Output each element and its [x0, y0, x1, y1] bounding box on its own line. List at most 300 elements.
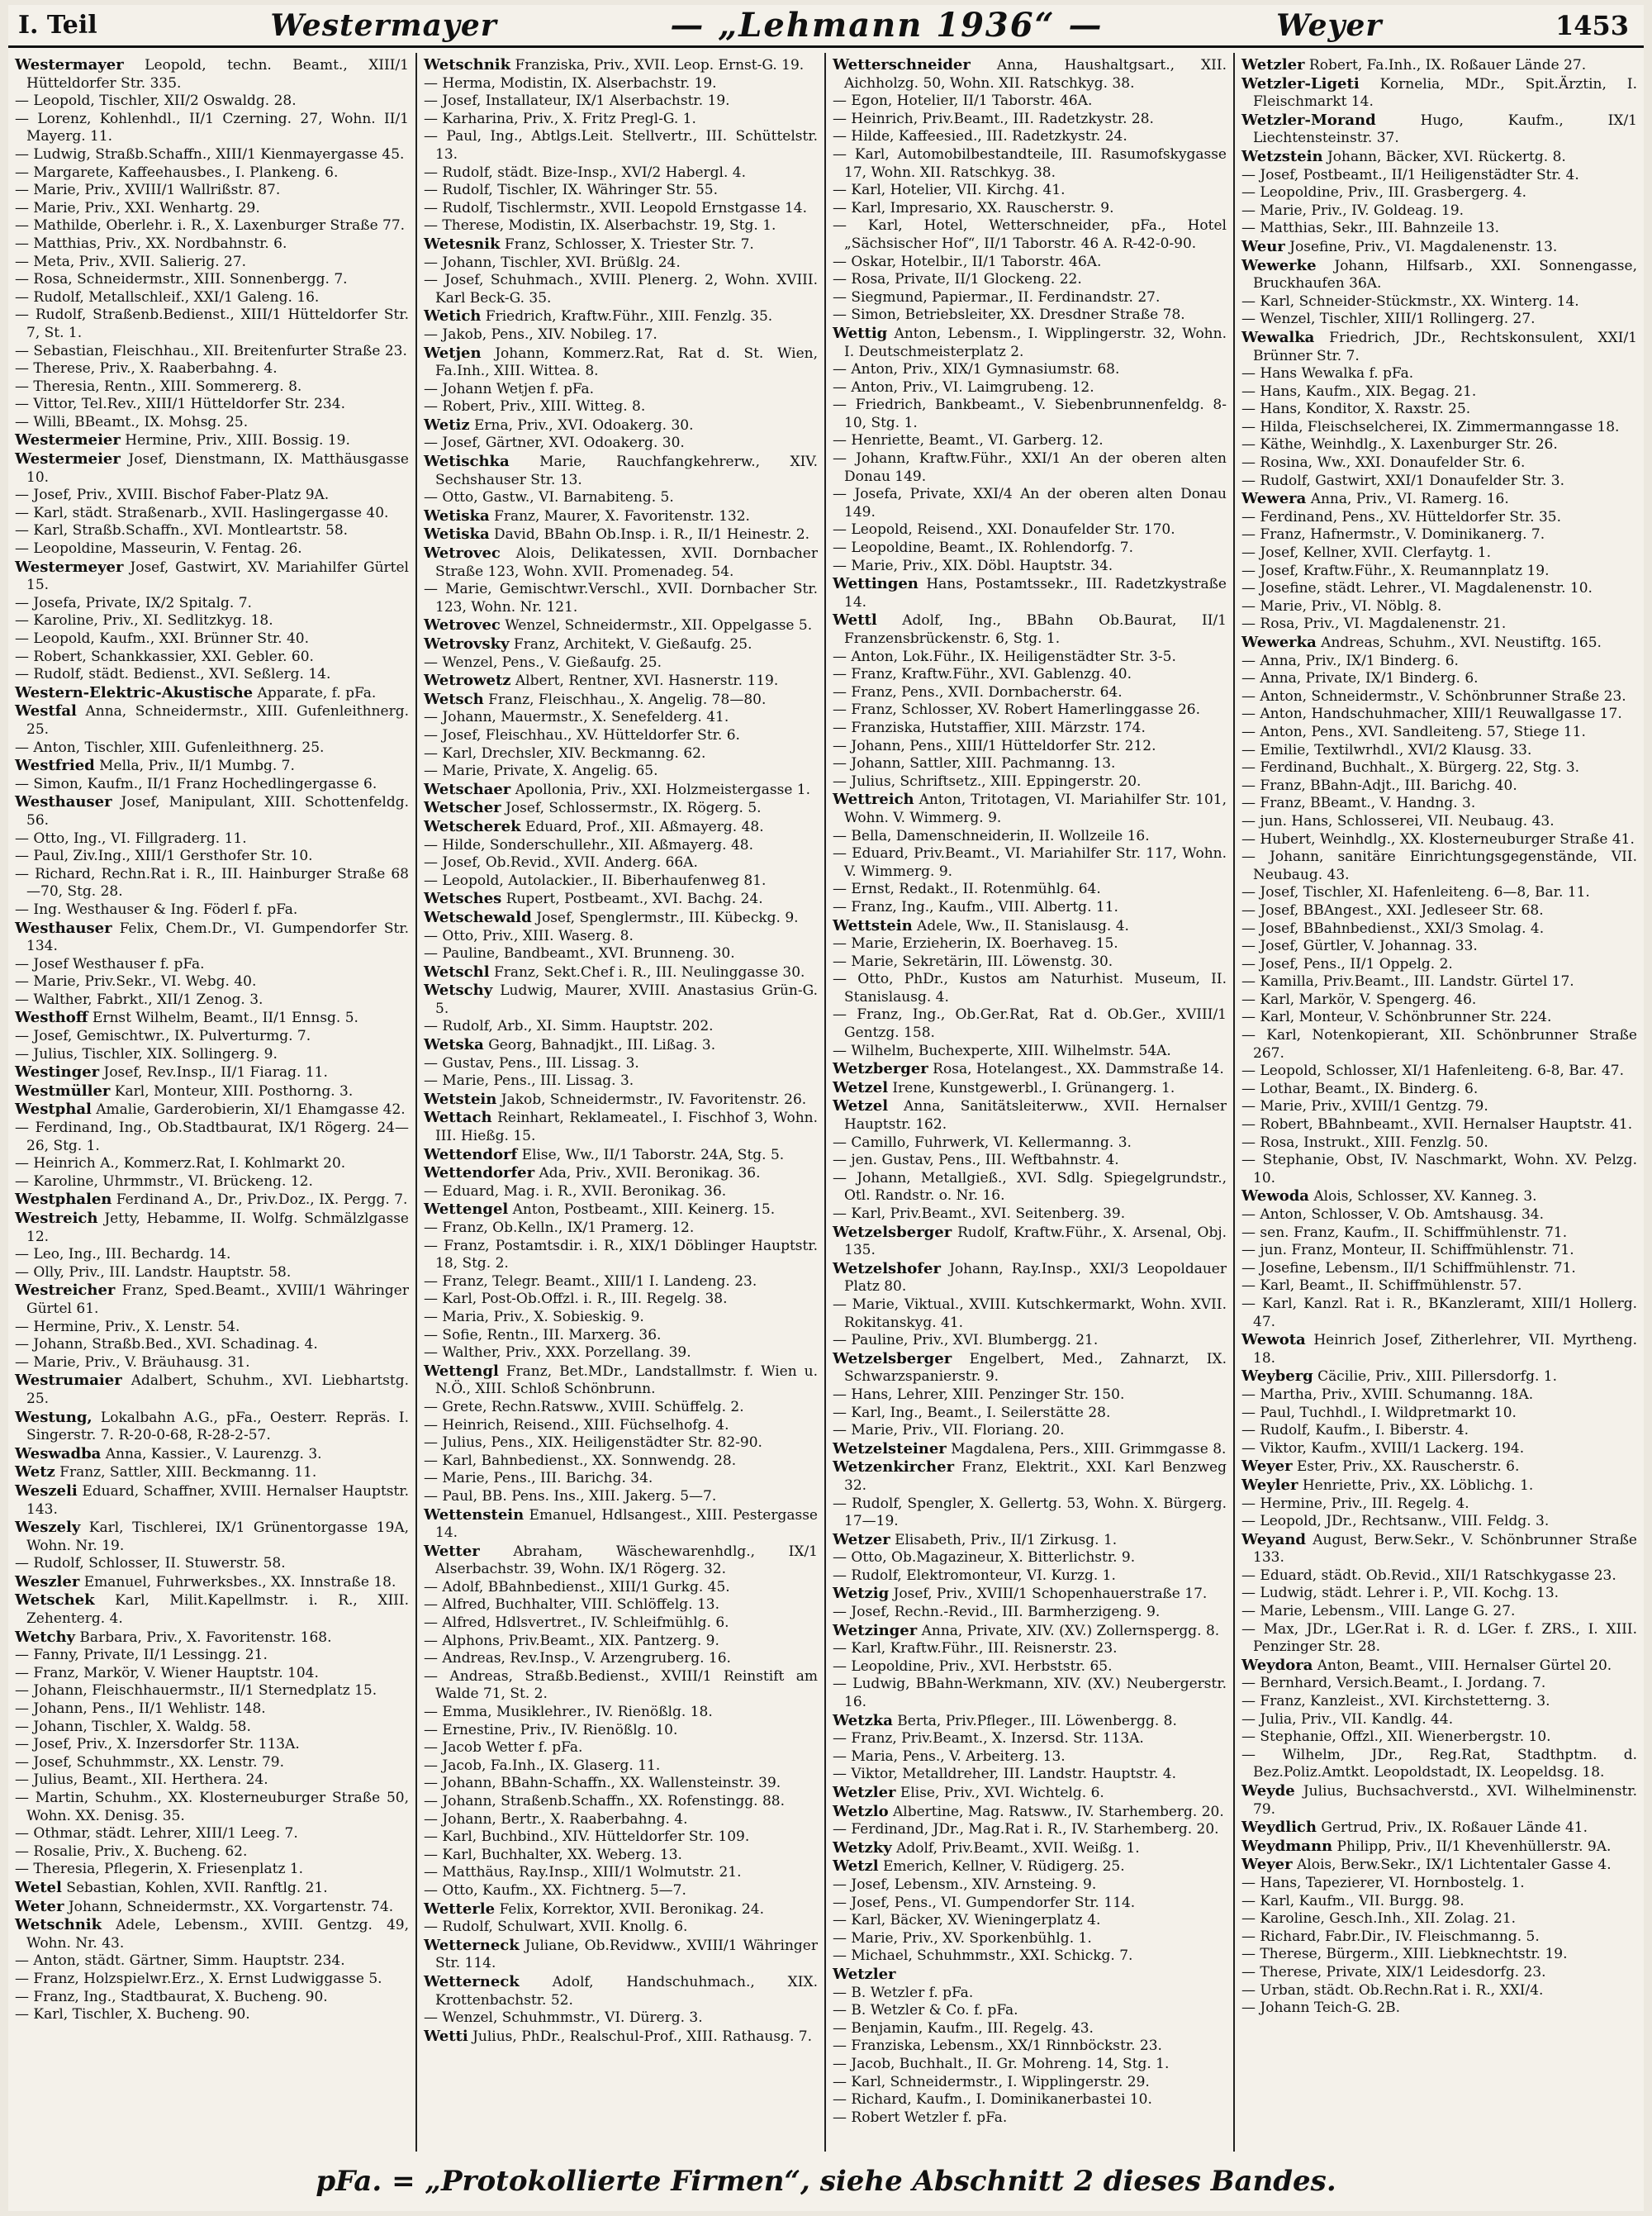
- directory-entry: — Josef, Pens., II/1 Oppelg. 2.: [1241, 955, 1453, 972]
- directory-entry: — Viktor, Kaufm., XVIII/1 Lackerg. 194.: [1241, 1439, 1525, 1457]
- directory-entry: — Paul, BB. Pens. Ins., XIII. Jakerg. 5—7.: [424, 1487, 717, 1505]
- directory-entry: Wettig Anton, Lebensm., I. Wipplingerstr. 32, Wohn. I. Deutschmeisterplatz 2.: [833, 324, 1227, 360]
- directory-entry: — Camillo, Fuhrwerk, VI. Kellermanng. 3.: [833, 1134, 1132, 1151]
- directory-entry: — Johann, Pens., II/1 Wehlistr. 148.: [15, 1700, 266, 1718]
- directory-entry: — Jakob, Pens., XIV. Nobileg. 17.: [424, 326, 657, 343]
- directory-entry: Wetiska David, BBahn Ob.Insp. i. R., II/1 Heinestr. 2.: [424, 525, 810, 544]
- directory-entry: Wetsches Rupert, Postbeamt., XVI. Bachg. 24.: [424, 890, 763, 908]
- directory-entry: — Karl, Ing., Beamt., I. Seilerstätte 28.: [833, 1404, 1111, 1421]
- directory-entry: — Robert Wetzler f. pFa.: [833, 2109, 1008, 2126]
- directory-entry: — Karl, Schneidermstr., I. Wipplingerstr. 29.: [833, 2073, 1150, 2090]
- directory-entry: — Hans Wewalka f. pFa.: [1241, 365, 1414, 383]
- directory-entry: — Franz, Markör, V. Wiener Hauptstr. 104.: [15, 1664, 319, 1681]
- directory-entry: — Wenzel, Schuhmmstr., VI. Dürerg. 3.: [424, 2009, 703, 2027]
- directory-entry: — Franziska, Hutstaffier, XIII. Märzstr. 174.: [833, 719, 1146, 736]
- directory-entry: Westmüller Karl, Monteur, XIII. Posthorng. 3.: [15, 1082, 354, 1100]
- directory-page: [8, 5, 1644, 2211]
- directory-entry: — Willi, BBeamt., IX. Mohsg. 25.: [15, 413, 249, 430]
- directory-entry: — Marie, Lebensm., VIII. Lange G. 27.: [1241, 1603, 1516, 1620]
- directory-entry: — Maria, Pens., V. Arbeiterg. 13.: [833, 1748, 1066, 1765]
- directory-entry: — Johann, sanitäre Einrichtungsgegenstände, VII. Neubaug. 43.: [1241, 849, 1637, 883]
- directory-entry: Westhauser Josef, Manipulant, XIII. Schottenfeldg. 56.: [15, 793, 409, 829]
- directory-entry: — Karl, Straßb.Schaffn., XVI. Montleartstr. 58.: [15, 522, 349, 540]
- directory-entry: — Jacob, Buchhalt., II. Gr. Mohreng. 14, Stg. 1.: [833, 2055, 1170, 2072]
- directory-entry: — Josefa, Private, IX/2 Spitalg. 7.: [15, 594, 252, 611]
- directory-entry: — Karl, städt. Straßenarb., XVII. Haslingergasse 40.: [15, 504, 389, 521]
- directory-entry: — Franz, Kanzleist., XVI. Kirchstetterng. 3.: [1241, 1693, 1550, 1710]
- directory-entry: — Adolf, BBahnbedienst., XIII/1 Gurkg. 45.: [424, 1578, 730, 1595]
- directory-entry: — Leopoldine, Priv., XVI. Herbststr. 65.: [833, 1657, 1113, 1675]
- directory-entry: Weydmann Philipp, Priv., II/1 Khevenhüllerstr. 9A.: [1241, 1837, 1612, 1855]
- directory-entry: — Karl, Kraftw.Führ., III. Reisnerstr. 23.: [833, 1640, 1118, 1657]
- directory-entry: — Paul, Ing., Abtlgs.Leit. Stellvertr., III. Schüttelstr. 13.: [424, 128, 818, 163]
- directory-entry: — Ludwig, Straßb.Schaffn., XIII/1 Kienmayergasse 45.: [15, 145, 405, 163]
- directory-entry: — Marie, Sekretärin, III. Löwenstg. 30.: [833, 953, 1113, 970]
- directory-entry: — Hermine, Priv., X. Lenstr. 54.: [15, 1318, 240, 1335]
- directory-entry: Wewalka Friedrich, JDr., Rechtskonsulent, XXI/1 Brünner Str. 7.: [1241, 328, 1637, 364]
- directory-entry: — jun. Franz, Monteur, II. Schiffmühlenstr. 71.: [1241, 1242, 1574, 1259]
- directory-entry: — Karl, Beamt., II. Schiffmühlenstr. 57.: [1241, 1277, 1522, 1295]
- directory-entry: — Franz, Kraftw.Führ., XVI. Gablenzg. 40.: [833, 666, 1132, 683]
- directory-entry: — Ferdinand, Pens., XV. Hütteldorfer Str. 35.: [1241, 508, 1561, 525]
- directory-entry: — Rudolf, städt. Bize-Insp., XVI/2 Habergl. 4.: [424, 164, 747, 181]
- directory-entry: Westermeyer Josef, Gastwirt, XV. Mariahilfer Gürtel 15.: [15, 558, 409, 594]
- directory-entry: — Ernestine, Priv., IV. Rienößlg. 10.: [424, 1721, 678, 1738]
- directory-entry: — Emma, Musiklehrer., IV. Rienößlg. 18.: [424, 1704, 713, 1721]
- directory-entry: Wetstein Jakob, Schneidermstr., IV. Favoritenstr. 26.: [424, 1090, 807, 1108]
- directory-entry: — Josef, Postbeamt., II/1 Heiligenstädter Str. 4.: [1241, 166, 1579, 183]
- directory-entry: — Urban, städt. Ob.Rechn.Rat i. R., XXI/4.: [1241, 1981, 1544, 1999]
- directory-entry: — Karl, Bäcker, XV. Wieningerplatz 4.: [833, 1912, 1101, 1929]
- directory-entry: — Marie, Priv., XIX. Döbl. Hauptstr. 34.: [833, 557, 1113, 574]
- directory-entry: Wetzka Berta, Priv.Pfleger., III. Löwenbergg. 8.: [833, 1711, 1177, 1729]
- directory-entry: Wetischka Marie, Rauchfangkehrerw., XIV. Sechshauser Str. 13.: [424, 453, 818, 488]
- directory-entry: — Josef, Gemischtwr., IX. Pulverturmg. 7.: [15, 1028, 311, 1045]
- directory-entry: Wetjen Johann, Kommerz.Rat, Rat d. St. Wien, Fa.Inh., XIII. Wittea. 8.: [424, 344, 818, 380]
- directory-entry: Wetzel Anna, Sanitätsleiterww., XVII. Hernalser Hauptstr. 162.: [833, 1097, 1227, 1134]
- directory-entry: — Ferdinand, Buchhalt., X. Bürgerg. 22, Stg. 3.: [1241, 759, 1580, 777]
- directory-entry: Wetzler-Morand Hugo, Kaufm., IX/1 Liechtensteinstr. 37.: [1241, 111, 1637, 147]
- directory-entry: Wetrovsky Franz, Architekt, V. Gießaufg. 25.: [424, 635, 752, 653]
- directory-entry: — Gustav, Pens., III. Lissag. 3.: [424, 1054, 639, 1072]
- directory-entry: — Johann, BBahn-Schaffn., XX. Wallensteinstr. 39.: [424, 1775, 781, 1792]
- directory-entry: — Rudolf, Gastwirt, XXI/1 Donaufelder Str. 3.: [1241, 472, 1565, 489]
- directory-entry: — Marie, Pens., III. Barichg. 34.: [424, 1470, 653, 1487]
- directory-entry: Wettreich Anton, Tritotagen, VI. Mariahilfer Str. 101, Wohn. V. Wimmerg. 9.: [833, 791, 1227, 826]
- directory-entry: — Karl, Drechsler, XIV. Beckmanng. 62.: [424, 744, 706, 762]
- directory-entry: — Grete, Rechn.Ratsww., XVIII. Schüffelg. 2.: [424, 1398, 744, 1415]
- directory-entry: Wetchy Barbara, Priv., X. Favoritenstr. 168.: [15, 1628, 332, 1646]
- directory-entry: — Rosa, Priv., VI. Magdalenenstr. 21.: [1241, 616, 1507, 633]
- directory-entry: Westinger Josef, Rev.Insp., II/1 Fiarag. 11.: [15, 1063, 328, 1082]
- directory-entry: Wetzelshofer Johann, Ray.Insp., XXI/3 Leopoldauer Platz 80.: [833, 1259, 1227, 1296]
- directory-entry: — Josef, BBAngest., XXI. Jedleseer Str. 68.: [1241, 901, 1544, 919]
- directory-entry: — Rosa, Instrukt., XIII. Fenzlg. 50.: [1241, 1134, 1488, 1151]
- directory-entry: — Marie, Priv., XXI. Wenhartg. 29.: [15, 199, 260, 216]
- directory-entry: Weydlich Gertrud, Priv., IX. Roßauer Lände 41.: [1241, 1819, 1588, 1837]
- directory-entry: Wetschnik Adele, Lebensm., XVIII. Gentzg. 49, Wohn. Nr. 43.: [15, 1916, 409, 1952]
- directory-entry: — Marie, Priv., XV. Sporkenbühlg. 1.: [833, 1929, 1092, 1947]
- directory-entry: — Johann, Pens., XIII/1 Hütteldorfer Str. 212.: [833, 737, 1156, 754]
- directory-entry: — Johann Teich-G. 2B.: [1241, 2000, 1401, 2017]
- directory-entry: — Fanny, Private, II/1 Lessingg. 21.: [15, 1647, 268, 1664]
- column-3: [826, 53, 1235, 2152]
- directory-entry: — Martin, Schuhm., XX. Klosterneuburger Straße 50, Wohn. XX. Denisg. 35.: [15, 1790, 409, 1824]
- directory-entry: Weyand August, Berw.Sekr., V. Schönbrunner Straße 133.: [1241, 1530, 1637, 1567]
- directory-entry: — Josefa, Private, XXI/4 An der oberen alten Donau 149.: [833, 486, 1227, 521]
- directory-entry: — Leopold, Tischler, XII/2 Oswaldg. 28.: [15, 93, 297, 110]
- directory-entry: Westrumaier Adalbert, Schuhm., XVI. Liebhartstg. 25.: [15, 1372, 409, 1407]
- page-header: [8, 5, 1644, 48]
- directory-entry: — Hans, Konditor, X. Raxstr. 25.: [1241, 401, 1471, 418]
- directory-entry: — Therese, Private, XIX/1 Leidesdorfg. 23.: [1241, 1963, 1546, 1981]
- directory-entry: — Otto, Kaufm., XX. Fichtnerg. 5—7.: [424, 1881, 686, 1899]
- directory-entry: Wetesnik Franz, Schlosser, X. Triester Str. 7.: [424, 235, 754, 253]
- directory-entry: — Siegmund, Papiermar., II. Ferdinandstr. 27.: [833, 288, 1161, 306]
- directory-entry: — Emilie, Textilwrhdl., XVI/2 Klausg. 33.: [1241, 741, 1532, 758]
- directory-entry: Wetterschneider Anna, Haushaltgsart., XII. Aichholzg. 50, Wohn. XII. Ratschkyg. 38.: [833, 56, 1227, 92]
- directory-entry: — Theresia, Rentn., XIII. Sommererg. 8.: [15, 378, 302, 395]
- directory-entry: — Julius, Beamt., XII. Herthera. 24.: [15, 1771, 268, 1789]
- directory-entry: — Robert, Schankkassier, XXI. Gebler. 60.: [15, 648, 314, 665]
- directory-entry: — Rosalie, Priv., X. Bucheng. 62.: [15, 1843, 248, 1860]
- directory-entry: — Marie, Priv., V. Bräuhausg. 31.: [15, 1353, 250, 1371]
- directory-entry: — Franz, Schlosser, XV. Robert Hamerlinggasse 26.: [833, 701, 1201, 719]
- directory-entry: — Otto, Ing., VI. Fillgraderg. 11.: [15, 830, 247, 847]
- directory-entry: — Julia, Priv., VII. Kandlg. 44.: [1241, 1710, 1454, 1728]
- directory-entry: — Oskar, Hotelbir., II/1 Taborstr. 46A.: [833, 253, 1102, 270]
- directory-entry: — Stephanie, Offzl., XII. Wienerbergstr. 10.: [1241, 1729, 1551, 1746]
- header-right-title: Weyer: [1276, 7, 1383, 43]
- directory-entry: — Heinrich A., Kommerz.Rat, I. Kohlmarkt 20.: [15, 1155, 346, 1172]
- directory-entry: — Marie, Priv., XVIII/1 Wallrißstr. 87.: [15, 182, 281, 199]
- directory-entry: — Ludwig, städt. Lehrer i. P., VII. Kochg. 13.: [1241, 1585, 1559, 1602]
- directory-entry: — Anton, Lok.Führ., IX. Heiligenstädter Str. 3-5.: [833, 648, 1176, 665]
- directory-entry: Weter Johann, Schneidermstr., XX. Vorgartenstr. 74.: [15, 1897, 394, 1915]
- directory-entry: — Viktor, Metalldreher, III. Landstr. Hauptstr. 4.: [833, 1766, 1177, 1783]
- directory-entry: — Alphons, Priv.Beamt., XIX. Pantzerg. 9.: [424, 1632, 719, 1649]
- directory-entry: Wetterneck Adolf, Handschuhmach., XIX. Krottenbachstr. 52.: [424, 1972, 818, 2009]
- directory-entry: Wettstein Adele, Ww., II. Stanislausg. 4.: [833, 916, 1129, 934]
- directory-entry: — Ludwig, BBahn-Werkmann, XIV. (XV.) Neubergerstr. 16.: [833, 1676, 1227, 1711]
- directory-entry: — Otto, PhDr., Kustos am Naturhist. Museum, II. Stanislausg. 4.: [833, 971, 1227, 1006]
- directory-entry: Wetel Sebastian, Kohlen, XVII. Ranftlg. 21.: [15, 1878, 328, 1896]
- directory-entry: Weswadba Anna, Kassier., V. Laurenzg. 3.: [15, 1444, 322, 1462]
- directory-entry: Wettl Adolf, Ing., BBahn Ob.Baurat, II/1 Franzensbrückenstr. 6, Stg. 1.: [833, 611, 1227, 647]
- directory-entry: — Heinrich, Reisend., XIII. Füchselhofg. 4.: [424, 1416, 729, 1434]
- directory-entry: — Josef, Schuhmmstr., XX. Lenstr. 79.: [15, 1753, 284, 1771]
- directory-entry: — jun. Hans, Schlosserei, VII. Neubaug. 43.: [1241, 812, 1555, 830]
- directory-entry: — Eduard, Mag. i. R., XVII. Beronikag. 36.: [424, 1182, 727, 1200]
- directory-entry: — Rudolf, Spengler, X. Gellertg. 53, Wohn. X. Bürgerg. 17—19.: [833, 1495, 1227, 1530]
- directory-entry: — Anton, Handschuhmacher, XIII/1 Reuwallgasse 17.: [1241, 706, 1622, 723]
- directory-entry: — Marie, Priv., XVIII/1 Gentzg. 79.: [1241, 1098, 1488, 1115]
- directory-entry: — Otto, Gastw., VI. Barnabiteng. 5.: [424, 489, 674, 506]
- directory-entry: — Käthe, Weinhdlg., X. Laxenburger Str. 26.: [1241, 436, 1558, 454]
- directory-entry: — Johann, Sattler, XIII. Pachmanng. 13.: [833, 755, 1116, 773]
- directory-entry: — Therese, Priv., X. Raaberbahng. 4.: [15, 360, 278, 378]
- directory-entry: — Anton, Tischler, XIII. Gufenleithnerg. 25.: [15, 739, 325, 756]
- directory-entry: — Heinrich, Priv.Beamt., III. Radetzkystr. 28.: [833, 110, 1154, 127]
- directory-entry: — Andreas, Rev.Insp., V. Arzengruberg. 16.: [424, 1650, 731, 1667]
- directory-entry: — Anton, Priv., VI. Laimgrubeng. 12.: [833, 378, 1094, 396]
- directory-entry: Wetrovec Wenzel, Schneidermstr., XII. Oppelgasse 5.: [424, 616, 813, 635]
- directory-entry: Wetrowetz Albert, Rentner, XVI. Hasnerstr. 119.: [424, 672, 779, 690]
- directory-entry: — Karl, Buchbind., XIV. Hütteldorfer Str. 109.: [424, 1828, 750, 1846]
- directory-entry: — Simon, Kaufm., II/1 Franz Hochedlingergasse 6.: [15, 775, 377, 792]
- directory-entry: — Jacob, Fa.Inh., IX. Glaserg. 11.: [424, 1757, 661, 1774]
- directory-entry: — Marie, Erzieherin, IX. Boerhaveg. 15.: [833, 935, 1118, 953]
- directory-entry: — Hans, Lehrer, XIII. Penzinger Str. 150.: [833, 1386, 1125, 1403]
- directory-entry: — Karl, Hotelier, VII. Kirchg. 41.: [833, 182, 1066, 199]
- directory-entry: — Jacob Wetter f. pFa.: [424, 1739, 583, 1757]
- directory-entry: — Karl, Markör, V. Spengerg. 46.: [1241, 991, 1477, 1008]
- directory-entry: Wetschy Ludwig, Maurer, XVIII. Anastasius Grün-G. 5.: [424, 982, 818, 1017]
- directory-entry: — Marie, Pens., III. Lissag. 3.: [424, 1072, 634, 1090]
- directory-entry: Wetzl Emerich, Kellner, V. Rüdigerg. 25.: [833, 1857, 1125, 1876]
- directory-entry: Wewoda Alois, Schlosser, XV. Kanneg. 3.: [1241, 1187, 1537, 1205]
- directory-entry: — Rosa, Schneidermstr., XIII. Sonnenbergg. 7.: [15, 271, 348, 288]
- directory-entry: — Otto, Ob.Magazineur, X. Bitterlichstr. 9.: [833, 1549, 1136, 1567]
- directory-entry: — Pauline, Priv., XVI. Blumbergg. 21.: [833, 1332, 1099, 1349]
- directory-entry: — Leopoldine, Priv., III. Grasbergerg. 4.: [1241, 184, 1527, 202]
- directory-entry: — Josef, Schuhmach., XVIII. Plenerg. 2, Wohn. XVIII. Karl Beck-G. 35.: [424, 272, 818, 307]
- directory-entry: — Karl, Tischler, X. Bucheng. 90.: [15, 2006, 250, 2023]
- directory-entry: — Marie, Private, X. Angelig. 65.: [424, 763, 658, 780]
- directory-entry: Wetzler Elise, Priv., XVI. Wichtelg. 6.: [833, 1784, 1104, 1801]
- directory-entry: — Josef, Ob.Revid., XVII. Anderg. 66A.: [424, 854, 698, 872]
- directory-entry: — Matthias, Sekr., III. Bahnzeile 13.: [1241, 220, 1500, 237]
- directory-entry: — Johann Wetjen f. pFa.: [424, 380, 595, 397]
- directory-entry: — Franz, BBeamt., V. Handng. 3.: [1241, 795, 1476, 812]
- directory-entry: — Stephanie, Obst, IV. Naschmarkt, Wohn. XV. Pelzg. 10.: [1241, 1152, 1637, 1186]
- directory-entry: Weyberg Cäcilie, Priv., XIII. Pillersdorfg. 1.: [1241, 1367, 1557, 1386]
- directory-entry: Wetzler-Ligeti Kornelia, MDr., Spit.Ärztin, I. Fleischmarkt 14.: [1241, 74, 1637, 111]
- directory-entry: — Hilde, Kaffeesied., III. Radetzkystr. 24.: [833, 128, 1127, 145]
- directory-entry: — Maria, Priv., X. Sobieskig. 9.: [424, 1308, 644, 1325]
- directory-entry: — Karl, Buchhalter, XX. Weberg. 13.: [424, 1846, 682, 1863]
- directory-entry: — Josef, Lebensm., XIV. Arnsteing. 9.: [833, 1876, 1097, 1893]
- directory-entry: — Josef, Priv., X. Inzersdorfer Str. 113A.: [15, 1736, 300, 1753]
- directory-entry: — B. Wetzler & Co. f. pFa.: [833, 2002, 1018, 2019]
- directory-entry: — Bella, Damenschneiderin, II. Wollzeile 16.: [833, 827, 1150, 844]
- directory-entry: — Meta, Priv., XVII. Salierig. 27.: [15, 253, 247, 270]
- page-number: 1453: [1555, 9, 1629, 41]
- directory-entry: — Franz, Holzspielwr.Erz., X. Ernst Ludwiggasse 5.: [15, 1970, 382, 1987]
- directory-entry: — Josef, Installateur, IX/1 Alserbachstr. 19.: [424, 93, 730, 110]
- directory-entry: Westhauser Felix, Chem.Dr., VI. Gumpendorfer Str. 134.: [15, 919, 409, 955]
- directory-entry: — Rudolf, Metallschleif., XXI/1 Galeng. 16.: [15, 288, 320, 306]
- directory-entry: — Julius, Tischler, XIX. Sollingerg. 9.: [15, 1045, 278, 1063]
- directory-entry: — Franz, Postamtsdir. i. R., XIX/1 Döblinger Hauptstr. 18, Stg. 2.: [424, 1237, 818, 1272]
- directory-entry: — Max, JDr., LGer.Rat i. R. d. LGer. f. ZRS., I. XIII. Penzinger Str. 28.: [1241, 1620, 1637, 1656]
- directory-entry: — Henriette, Beamt., VI. Garberg. 12.: [833, 432, 1104, 449]
- column-4: [1235, 53, 1644, 2152]
- directory-entry: Wetterneck Juliane, Ob.Revidww., XVIII/1 Währinger Str. 114.: [424, 1936, 818, 1972]
- directory-entry: Wetscherek Eduard, Prof., XII. Aßmayerg. 48.: [424, 817, 764, 835]
- page-footer: pFa. = „Protokollierte Firmen“, siehe Abschnitt 2 dieses Bandes.: [316, 2165, 1336, 2198]
- directory-entry: — Mathilde, Oberlehr. i. R., X. Laxenburger Straße 77.: [15, 217, 406, 235]
- directory-entry: — Franz, Ob.Kelln., IX/1 Pramerg. 12.: [424, 1220, 695, 1236]
- directory-entry: — Johann, Metallgieß., XVI. Sdlg. Spiegelgrundstr., Otl. Randstr. o. Nr. 16.: [833, 1169, 1227, 1205]
- directory-entry: — Karl, Impresario, XX. Rauscherstr. 9.: [833, 199, 1114, 216]
- directory-entry: — Rudolf, Kaufm., I. Biberstr. 4.: [1241, 1422, 1469, 1439]
- directory-entry: — Theresia, Pflegerin, X. Friesenplatz 1.: [15, 1861, 304, 1878]
- directory-entry: Wetzer Elisabeth, Priv., II/1 Zirkusg. 1.: [833, 1530, 1118, 1548]
- directory-entry: Westphal Amalie, Garderobierin, XI/1 Ehamgasse 42.: [15, 1101, 406, 1119]
- directory-entry: Wetska Georg, Bahnadjkt., III. Lißag. 3.: [424, 1036, 716, 1054]
- directory-columns: [8, 53, 1644, 2152]
- directory-entry: — Franz, Ing., Ob.Ger.Rat, Rat d. Ob.Ger., XVIII/1 Gentzg. 158.: [833, 1006, 1227, 1042]
- directory-entry: — Leopoldine, Masseurin, V. Fentag. 26.: [15, 540, 302, 558]
- directory-entry: Wettengel Anton, Postbeamt., XIII. Keinerg. 15.: [424, 1201, 776, 1219]
- directory-entry: — Julius, Pens., XIX. Heiligenstädter Str. 82-90.: [424, 1434, 762, 1452]
- directory-entry: Wewota Heinrich Josef, Zitherlehrer, VII. Myrtheng. 18.: [1241, 1331, 1637, 1367]
- directory-entry: — Herma, Modistin, IX. Alserbachstr. 19.: [424, 74, 717, 92]
- directory-entry: Wetschnik Franziska, Priv., XVII. Leop. Ernst-G. 19.: [424, 56, 805, 74]
- directory-entry: — Franz, Hafnermstr., V. Dominikanerg. 7.: [1241, 526, 1545, 544]
- directory-entry: Wetzel Irene, Kunstgewerbl., I. Grünangerg. 1.: [833, 1078, 1175, 1096]
- directory-entry: Wetzler Robert, Fa.Inh., IX. Roßauer Lände 27.: [1241, 56, 1587, 74]
- directory-entry: Wetzky Adolf, Priv.Beamt., XVII. Weißg. 1.: [833, 1838, 1140, 1857]
- directory-entry: — Josef, Pens., VI. Gumpendorfer Str. 114.: [833, 1894, 1136, 1911]
- directory-entry: Wetschaer Apollonia, Priv., XXI. Holzmeistergasse 1.: [424, 780, 811, 798]
- directory-entry: — Karoline, Gesch.Inh., XII. Zolag. 21.: [1241, 1910, 1517, 1928]
- directory-entry: — Leo, Ing., III. Bechardg. 14.: [15, 1246, 231, 1263]
- directory-entry: — Karl, Post-Ob.Offzl. i. R., III. Regelg. 38.: [424, 1291, 728, 1308]
- directory-entry: — Wilhelm, Buchexperte, XIII. Wilhelmstr. 54A.: [833, 1042, 1171, 1059]
- directory-entry: Wetzelsberger Rudolf, Kraftw.Führ., X. Arsenal, Obj. 135.: [833, 1223, 1227, 1259]
- directory-entry: — Othmar, städt. Lehrer, XIII/1 Leeg. 7.: [15, 1825, 298, 1843]
- directory-entry: — Hilda, Fleischselcherei, IX. Zimmermanngasse 18.: [1241, 418, 1620, 435]
- directory-entry: Wetscher Josef, Schlossermstr., IX. Rögerg. 5.: [424, 799, 762, 817]
- directory-entry: — Margarete, Kaffeehausbes., I. Plankeng. 6.: [15, 164, 339, 181]
- directory-entry: — Karoline, Priv., XI. Sedlitzkyg. 18.: [15, 612, 273, 630]
- directory-entry: — Leopold, Kaufm., XXI. Brünner Str. 40.: [15, 630, 310, 647]
- directory-entry: Wetich Friedrich, Kraftw.Führ., XIII. Fenzlg. 35.: [424, 307, 773, 326]
- directory-entry: Wettengl Franz, Bet.MDr., Landstallmstr. f. Wien u. N.Ö., XIII. Schloß Schönbrunn.: [424, 1362, 818, 1398]
- directory-entry: Wetiz Erna, Priv., XVI. Odoakerg. 30.: [424, 416, 694, 434]
- directory-entry: — Rudolf, Tischler, IX. Währinger Str. 55.: [424, 182, 719, 199]
- directory-entry: Wetschewald Josef, Spenglermstr., III. Kübeckg. 9.: [424, 908, 799, 926]
- directory-entry: — Anton, Priv., XIX/1 Gymnasiumstr. 68.: [833, 361, 1120, 378]
- directory-entry: — Leopold, Reisend., XXI. Donaufelder Str. 170.: [833, 521, 1175, 539]
- directory-entry: Wetterle Felix, Korrektor, XVII. Beronikag. 24.: [424, 1900, 764, 1918]
- directory-entry: Weszler Emanuel, Fuhrwerksbes., XX. Innstraße 18.: [15, 1572, 396, 1591]
- directory-entry: Wetschek Karl, Milit.Kapellmstr. i. R., XIII. Zehenterg. 4.: [15, 1591, 409, 1628]
- column-2: [417, 53, 826, 2152]
- directory-entry: Wewerke Johann, Hilfsarb., XXI. Sonnengasse, Bruckhaufen 36A.: [1241, 256, 1637, 292]
- directory-entry: Weydora Anton, Beamt., VIII. Hernalser Gürtel 20.: [1241, 1656, 1612, 1674]
- directory-entry: — Eduard, städt. Ob.Revid., XII/1 Ratschkygasse 23.: [1241, 1567, 1616, 1584]
- directory-entry: — Franz, Priv.Beamt., X. Inzersd. Str. 113A.: [833, 1730, 1144, 1748]
- directory-entry: — Marie, Gemischtwr.Verschl., XVII. Dornbacher Str. 123, Wohn. Nr. 121.: [424, 581, 818, 616]
- directory-entry: — Josef, Kellner, XVII. Clerfaytg. 1.: [1241, 544, 1492, 562]
- directory-entry: Western-Elektric-Akustische Apparate, f. pFa.: [15, 683, 377, 701]
- directory-entry: — Anna, Priv., IX/1 Binderg. 6.: [1241, 652, 1459, 669]
- directory-entry: Westhoff Ernst Wilhelm, Beamt., II/1 Ennsg. 5.: [15, 1009, 358, 1027]
- directory-entry: Wetzig Josef, Priv., XVIII/1 Schopenhauerstraße 17.: [833, 1585, 1208, 1603]
- directory-entry: — Josefine, Lebensm., II/1 Schiffmühlenstr. 71.: [1241, 1259, 1576, 1277]
- directory-entry: Wetzler: [833, 1965, 896, 1983]
- directory-entry: — Hilde, Sonderschullehr., XII. Aßmayerg. 48.: [424, 836, 753, 854]
- directory-entry: — Johann, Straßenb.Schaffn., XX. Rofenstingg. 88.: [424, 1793, 786, 1809]
- directory-entry: — Kamilla, Priv.Beamt., III. Landstr. Gürtel 17.: [1241, 973, 1574, 991]
- directory-entry: Wetzinger Anna, Private, XIV. (XV.) Zollernspergg. 8.: [833, 1621, 1220, 1639]
- directory-entry: Weur Josefine, Priv., VI. Magdalenenstr. 13.: [1241, 237, 1558, 255]
- directory-entry: — Alfred, Hdlsvertret., IV. Schleifmühlg. 6.: [424, 1614, 729, 1632]
- directory-entry: — Josefine, städt. Lehrer., VI. Magdalenenstr. 10.: [1241, 580, 1593, 597]
- directory-entry: — Josef, Rechn.-Revid., III. Barmherzigeng. 9.: [833, 1604, 1161, 1621]
- directory-entry: — Johann, Mauermstr., X. Senefelderg. 41.: [424, 709, 729, 726]
- directory-entry: — Ferdinand, Ing., Ob.Stadtbaurat, IX/1 Rögerg. 24—26, Stg. 1.: [15, 1120, 409, 1154]
- directory-entry: — Bernhard, Versich.Beamt., I. Jordang. 7.: [1241, 1675, 1546, 1692]
- directory-entry: — Anton, Schlosser, V. Ob. Amtshausg. 34.: [1241, 1206, 1544, 1223]
- directory-entry: — Franz, Pens., XVII. Dornbacherstr. 64.: [833, 683, 1123, 701]
- directory-entry: — sen. Franz, Kaufm., II. Schiffmühlenstr. 71.: [1241, 1224, 1568, 1241]
- header-center-title: — „Lehmann 1936“ —: [670, 6, 1104, 45]
- directory-entry: — Pauline, Bandbeamt., XVI. Brunneng. 30.: [424, 945, 735, 963]
- directory-entry: Westung, Lokalbahn A.G., pFa., Oesterr. Repräs. I. Singerstr. 7. R-20-0-68, R-28-2-57.: [15, 1408, 409, 1444]
- directory-entry: — Robert, BBahnbeamt., XVII. Hernalser Hauptstr. 41.: [1241, 1116, 1633, 1134]
- directory-entry: — Josef, Priv., XVIII. Bischof Faber-Platz 9A.: [15, 487, 330, 504]
- directory-entry: Wewera Anna, Priv., VI. Ramerg. 16.: [1241, 490, 1509, 508]
- directory-entry: — Anton, städt. Gärtner, Simm. Hauptstr. 234.: [15, 1952, 345, 1970]
- directory-entry: — Johann, Bertr., X. Raaberbahng. 4.: [424, 1810, 688, 1828]
- directory-entry: — Marie, Priv., IV. Goldeag. 19.: [1241, 202, 1464, 219]
- header-part-label: I. Teil: [18, 11, 97, 40]
- directory-entry: — Johann, Tischler, X. Waldg. 58.: [15, 1718, 251, 1735]
- directory-entry: — Therese, Bürgerm., XIII. Liebknechtstr. 19.: [1241, 1946, 1568, 1963]
- directory-entry: — Therese, Modistin, IX. Alserbachstr. 19, Stg. 1.: [424, 217, 776, 235]
- directory-entry: — Rosa, Private, II/1 Glockeng. 22.: [833, 271, 1082, 288]
- column-1: [8, 53, 417, 2152]
- directory-entry: Wetti Julius, PhDr., Realschul-Prof., XIII. Rathausg. 7.: [424, 2027, 813, 2045]
- directory-entry: Wetrovec Alois, Delikatessen, XVII. Dornbacher Straße 123, Wohn. XVII. Promenadeg. 54.: [424, 544, 818, 580]
- directory-entry: — Friedrich, Bankbeamt., V. Siebenbrunnenfeldg. 8-10, Stg. 1.: [833, 397, 1227, 431]
- directory-entry: — Karl, Kaufm., VII. Burgg. 98.: [1241, 1892, 1464, 1909]
- directory-entry: — Rudolf, Schlosser, II. Stuwerstr. 58.: [15, 1555, 286, 1572]
- directory-entry: — Josef, BBahnbedienst., XXI/3 Smolag. 4.: [1241, 920, 1545, 937]
- directory-entry: Wettendorfer Ada, Priv., XVII. Beronikag. 36.: [424, 1164, 761, 1182]
- directory-entry: Wettingen Hans, Postamtssekr., III. Radetzkystraße 14.: [833, 575, 1227, 611]
- header-left-title: Westermayer: [270, 7, 497, 43]
- directory-entry: — Karl, Notenkopierant, XII. Schönbrunner Straße 267.: [1241, 1027, 1637, 1062]
- directory-entry: — Johann, Fleischhauermstr., II/1 Sternedplatz 15.: [15, 1682, 377, 1700]
- directory-entry: — Richard, Rechn.Rat i. R., III. Hainburger Straße 68—70, Stg. 28.: [15, 865, 409, 901]
- directory-entry: — Franz, Ing., Kaufm., VIII. Albertg. 11.: [833, 898, 1118, 915]
- directory-entry: — Franz, Ing., Stadtbaurat, X. Bucheng. 90.: [15, 1988, 328, 2005]
- directory-entry: Wettendorf Elise, Ww., II/1 Taborstr. 24A, Stg. 5.: [424, 1145, 785, 1163]
- directory-entry: — Karl, Hotel, Wetterschneider, pFa., Hotel „Sächsischer Hof“, II/1 Taborstr. 46 A. R-42-0-90.: [833, 217, 1227, 252]
- directory-entry: Wettenstein Emanuel, Hdlsangest., XIII. Pestergasse 14.: [424, 1505, 818, 1542]
- directory-entry: — Karl, Automobilbestandteile, III. Rasumofskygasse 17, Wohn. XII. Ratschkyg. 38.: [833, 145, 1227, 181]
- directory-entry: — Benjamin, Kaufm., III. Regelg. 43.: [833, 2019, 1094, 2037]
- directory-entry: — Olly, Priv., III. Landstr. Hauptstr. 58.: [15, 1263, 292, 1281]
- directory-entry: — jen. Gustav, Pens., III. Weftbahnstr. 4.: [833, 1152, 1119, 1169]
- directory-entry: — Robert, Priv., XIII. Witteg. 8.: [424, 398, 646, 416]
- directory-entry: — Leopold, Autolackier., II. Biberhaufenweg 81.: [424, 872, 767, 889]
- directory-entry: Weyler Henriette, Priv., XX. Löblichg. 1.: [1241, 1476, 1534, 1494]
- directory-entry: Wetz Franz, Sattler, XIII. Beckmanng. 11.: [15, 1463, 317, 1481]
- directory-entry: — Franziska, Lebensm., XX/1 Rinnböckstr. 23.: [833, 2038, 1162, 2055]
- directory-entry: — Karl, Kanzl. Rat i. R., BKanzleramt, XIII/1 Hollerg. 47.: [1241, 1295, 1637, 1330]
- directory-entry: Weyer Alois, Berw.Sekr., IX/1 Lichtentaler Gasse 4.: [1241, 1856, 1612, 1874]
- directory-entry: — Julius, Schriftsetz., XIII. Eppingerstr. 20.: [833, 773, 1142, 790]
- directory-entry: — Walther, Priv., XXX. Porzellang. 39.: [424, 1344, 691, 1362]
- directory-entry: Westermeier Hermine, Priv., XIII. Bossig. 19.: [15, 431, 350, 449]
- directory-entry: — Leopold, JDr., Rechtsanw., VIII. Feldg. 3.: [1241, 1513, 1550, 1530]
